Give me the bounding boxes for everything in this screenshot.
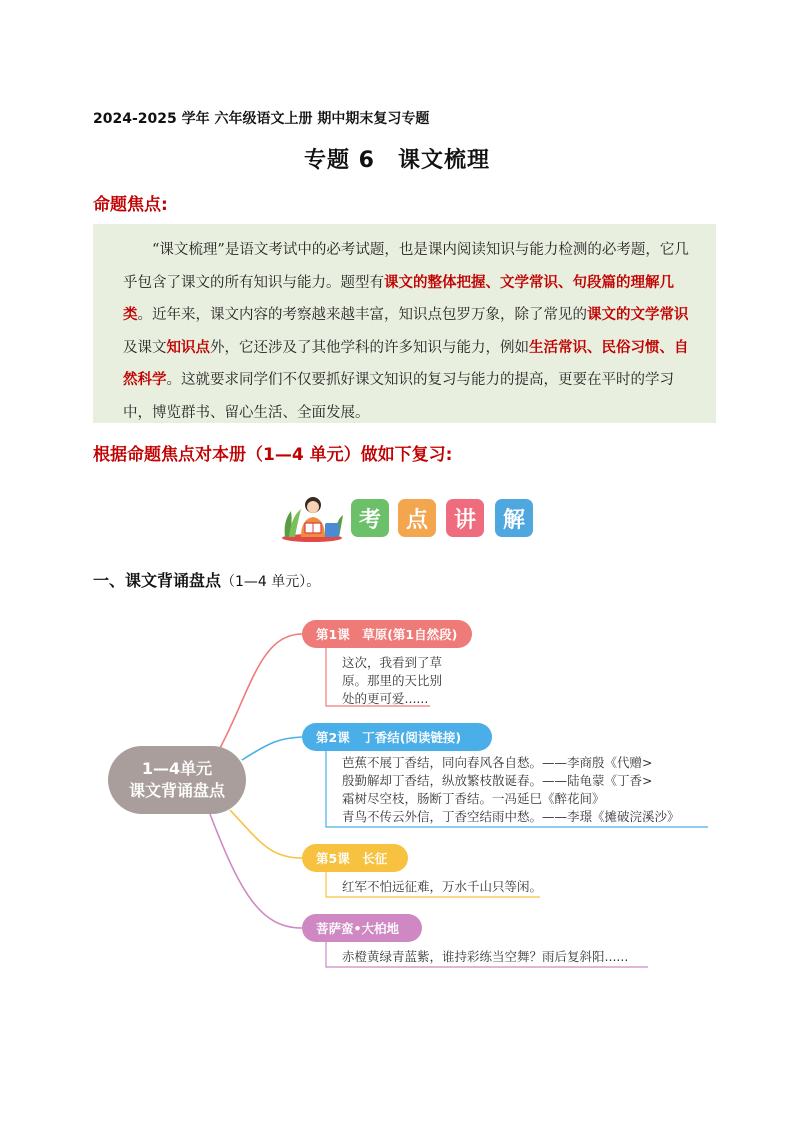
branch-lesson-5: 第5课 长征 bbox=[302, 844, 408, 872]
banner-tile-jiang: 讲 bbox=[446, 499, 484, 537]
branch-lesson-2: 第2课 丁香结(阅读链接) bbox=[302, 723, 492, 751]
banner-tile-dian: 点 bbox=[398, 499, 436, 537]
reading-girl-icon bbox=[279, 493, 345, 543]
page-title: 专题 6 课文梳理 bbox=[304, 148, 490, 173]
focus-label: 命题焦点: bbox=[93, 195, 168, 215]
kaodian-banner bbox=[279, 493, 537, 543]
focus-paragraph: “课文梳理”是语文考试中的必考试题，也是课内阅读知识与能力检测的必考题，它几乎包含了课文的所有知识与能力。题型有课文的整体把握、文学常识、句段篇的理解几类。近年来，课文内容的考察越来越丰富，知识点包罗万象，除了常见的课文的文学常识及课文知识点外，它还涉及了其他学科的许多知识与能力，例如生活常识、民俗习惯、自然科学。这就要求同学们不仅要抓好课文知识的复习与能力的提高，更要在平时的学习中，博览群书、留心生活、全面发展。 bbox=[123, 242, 689, 421]
document-header: 2024-2025 学年 六年级语文上册 期中期末复习专题 bbox=[93, 111, 430, 127]
banner-tile-jie: 解 bbox=[495, 499, 533, 537]
branch-lesson-5-text: 红军不怕远征难，万水千山只等闲。 bbox=[342, 879, 543, 894]
mindmap bbox=[100, 612, 720, 982]
branch-lesson-1: 第1课 草原(第1自然段) bbox=[302, 620, 472, 648]
review-heading: 根据命题焦点对本册（1—4 单元）做如下复习: bbox=[93, 445, 453, 465]
mindmap-center-node: 1—4单元 课文背诵盘点 bbox=[108, 746, 246, 814]
branch-lesson-2-text: 芭蕉不展丁香结，同向春风各自愁。——李商殷《代赠> 殷勤解却丁香结，纵放繁枝散诞春。——陆龟蒙《丁香> 霜树尽空枝，肠断丁香结。一冯延巳《醉花间》 青鸟不传云外信，丁香空结雨中愁。——李璟《摊破浣溪沙》 bbox=[342, 755, 680, 824]
focus-box bbox=[93, 224, 716, 423]
branch-lesson-1-text: 这次，我看到了草 原。那里的天比别 处的更可爱...... bbox=[342, 655, 443, 706]
branch-pusaman-text: 赤橙黄绿青蓝紫，谁持彩练当空舞？雨后复斜阳...... bbox=[342, 949, 629, 964]
banner-tile-kao: 考 bbox=[351, 499, 389, 537]
section-heading-1: 一、课文背诵盘点（1—4 单元）。 bbox=[93, 571, 321, 590]
branch-pusaman: 菩萨蛮•大柏地 bbox=[302, 914, 422, 942]
